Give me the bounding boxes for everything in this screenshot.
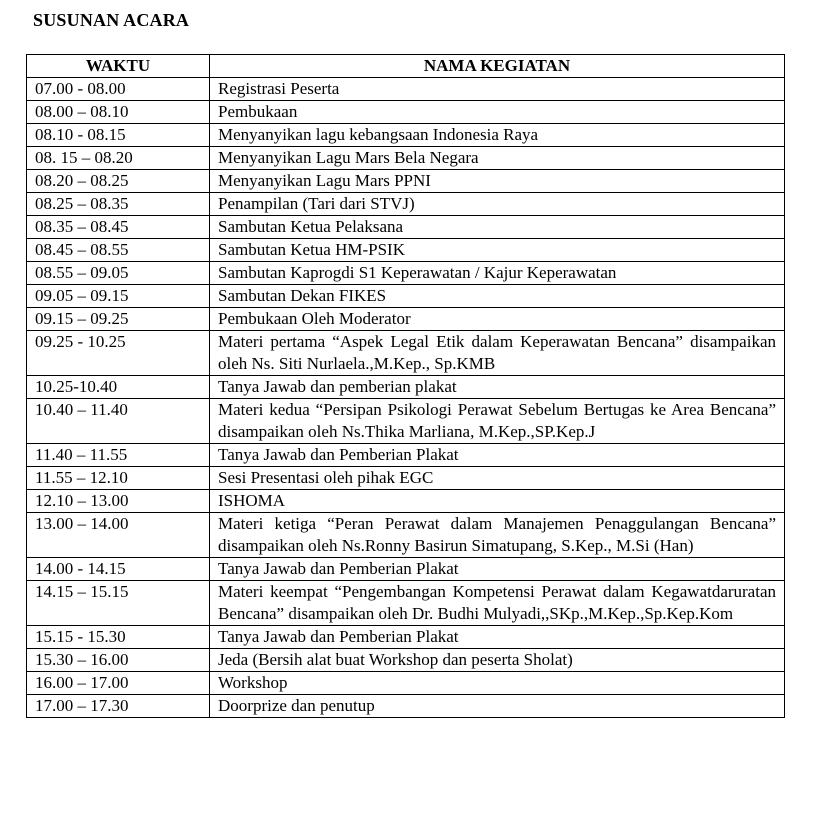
table-row xyxy=(27,558,785,581)
cell-activity: Penampilan (Tari dari STVJ) xyxy=(210,193,785,216)
table-row xyxy=(27,444,785,467)
table-row xyxy=(27,376,785,399)
cell-activity: Materi ketiga “Peran Perawat dalam Manajemen Penaggulangan Bencana” disampaikan oleh Ns.Ronny Basirun Simatupang, S.Kep., M.Si (Han) xyxy=(210,513,785,558)
table-header-row xyxy=(27,55,785,78)
table-row xyxy=(27,170,785,193)
cell-time: 14.00 - 14.15 xyxy=(27,558,210,581)
cell-time: 10.25-10.40 xyxy=(27,376,210,399)
table-row xyxy=(27,308,785,331)
cell-activity: Materi keempat “Pengembangan Kompetensi Perawat dalam Kegawatdaruratan Bencana” disampaikan oleh Dr. Budhi Mulyadi,,SKp.,M.Kep.,Sp.Kep.Kom xyxy=(210,581,785,626)
cell-time: 08.55 – 09.05 xyxy=(27,262,210,285)
table-row xyxy=(27,193,785,216)
cell-activity: Materi pertama “Aspek Legal Etik dalam Keperawatan Bencana” disampaikan oleh Ns. Siti Nurlaela.,M.Kep., Sp.KMB xyxy=(210,331,785,376)
schedule-table xyxy=(26,54,785,718)
cell-time: 08.00 – 08.10 xyxy=(27,101,210,124)
table-row xyxy=(27,216,785,239)
cell-time: 10.40 – 11.40 xyxy=(27,399,210,444)
table-row xyxy=(27,285,785,308)
table-row xyxy=(27,147,785,170)
cell-time: 09.05 – 09.15 xyxy=(27,285,210,308)
cell-time: 16.00 – 17.00 xyxy=(27,672,210,695)
cell-time: 11.40 – 11.55 xyxy=(27,444,210,467)
table-row xyxy=(27,262,785,285)
table-row xyxy=(27,124,785,147)
table-row xyxy=(27,626,785,649)
table-row xyxy=(27,78,785,101)
cell-time: 08.35 – 08.45 xyxy=(27,216,210,239)
cell-activity: Registrasi Peserta xyxy=(210,78,785,101)
cell-activity: Workshop xyxy=(210,672,785,695)
cell-time: 08. 15 – 08.20 xyxy=(27,147,210,170)
table-row xyxy=(27,513,785,558)
header-activity: NAMA KEGIATAN xyxy=(210,55,785,78)
cell-activity: Sambutan Ketua Pelaksana xyxy=(210,216,785,239)
cell-time: 14.15 – 15.15 xyxy=(27,581,210,626)
cell-time: 07.00 - 08.00 xyxy=(27,78,210,101)
cell-activity: Sambutan Dekan FIKES xyxy=(210,285,785,308)
table-row xyxy=(27,672,785,695)
cell-activity: Materi kedua “Persipan Psikologi Perawat Sebelum Bertugas ke Area Bencana” disampaikan oleh Ns.Thika Marliana, M.Kep.,SP.Kep.J xyxy=(210,399,785,444)
table-row xyxy=(27,239,785,262)
document-title: SUSUNAN ACARA xyxy=(33,10,190,30)
cell-activity: Pembukaan Oleh Moderator xyxy=(210,308,785,331)
table-row xyxy=(27,331,785,376)
table-row xyxy=(27,101,785,124)
cell-activity: Tanya Jawab dan pemberian plakat xyxy=(210,376,785,399)
cell-activity: ISHOMA xyxy=(210,490,785,513)
cell-time: 08.25 – 08.35 xyxy=(27,193,210,216)
cell-time: 08.20 – 08.25 xyxy=(27,170,210,193)
cell-time: 09.25 - 10.25 xyxy=(27,331,210,376)
cell-activity: Menyanyikan Lagu Mars PPNI xyxy=(210,170,785,193)
cell-activity: Tanya Jawab dan Pemberian Plakat xyxy=(210,626,785,649)
cell-activity: Sesi Presentasi oleh pihak EGC xyxy=(210,467,785,490)
cell-activity: Doorprize dan penutup xyxy=(210,695,785,718)
cell-activity: Menyanyikan Lagu Mars Bela Negara xyxy=(210,147,785,170)
cell-activity: Tanya Jawab dan Pemberian Plakat xyxy=(210,558,785,581)
cell-time: 13.00 – 14.00 xyxy=(27,513,210,558)
cell-time: 17.00 – 17.30 xyxy=(27,695,210,718)
cell-time: 12.10 – 13.00 xyxy=(27,490,210,513)
table-row xyxy=(27,399,785,444)
cell-activity: Pembukaan xyxy=(210,101,785,124)
cell-activity: Jeda (Bersih alat buat Workshop dan peserta Sholat) xyxy=(210,649,785,672)
cell-time: 11.55 – 12.10 xyxy=(27,467,210,490)
cell-time: 15.15 - 15.30 xyxy=(27,626,210,649)
cell-activity: Sambutan Kaprogdi S1 Keperawatan / Kajur Keperawatan xyxy=(210,262,785,285)
table-row xyxy=(27,649,785,672)
cell-time: 08.10 - 08.15 xyxy=(27,124,210,147)
table-row xyxy=(27,695,785,718)
cell-time: 08.45 – 08.55 xyxy=(27,239,210,262)
cell-activity: Sambutan Ketua HM-PSIK xyxy=(210,239,785,262)
header-time: WAKTU xyxy=(27,55,210,78)
cell-activity: Menyanyikan lagu kebangsaan Indonesia Raya xyxy=(210,124,785,147)
table-row xyxy=(27,490,785,513)
cell-activity: Tanya Jawab dan Pemberian Plakat xyxy=(210,444,785,467)
cell-time: 09.15 – 09.25 xyxy=(27,308,210,331)
cell-time: 15.30 – 16.00 xyxy=(27,649,210,672)
table-row xyxy=(27,467,785,490)
table-row xyxy=(27,581,785,626)
